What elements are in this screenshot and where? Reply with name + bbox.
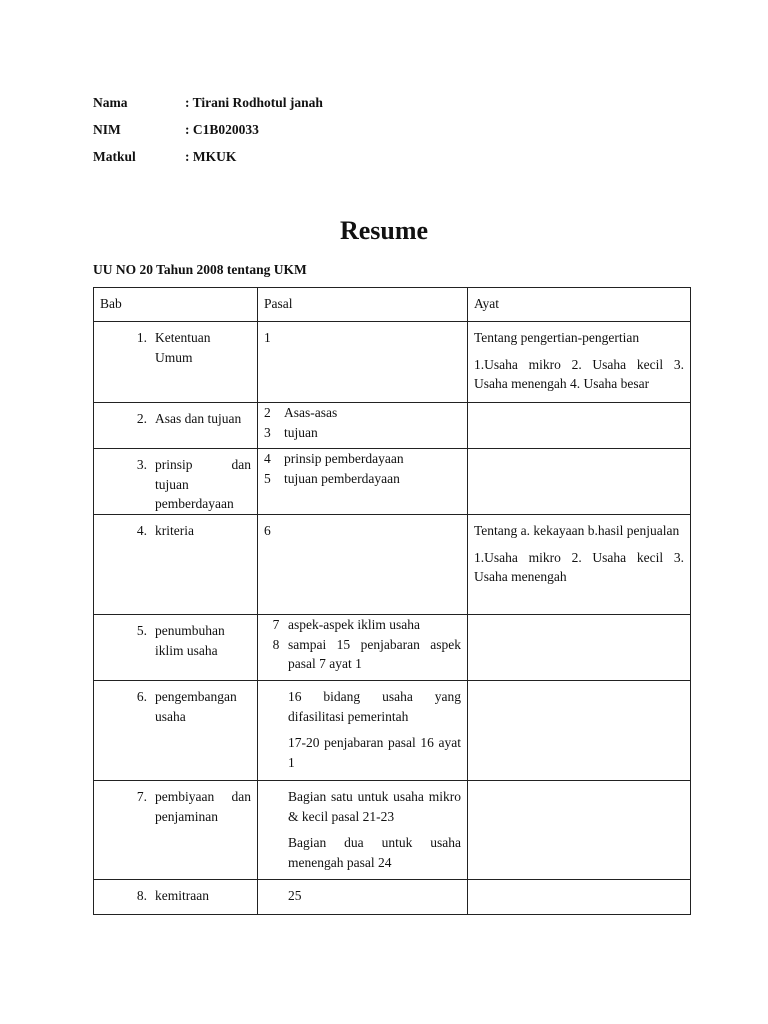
ayat-cell [468, 615, 691, 681]
resume-table [93, 287, 691, 915]
table-row [94, 781, 691, 880]
bab-number: 7. [136, 789, 147, 804]
table-row [94, 322, 691, 403]
pasal-number: 6 [264, 523, 271, 538]
ayat-cell [468, 515, 691, 615]
ayat-cell [468, 322, 691, 403]
pasal-item: 2 Asas-asas [264, 405, 338, 420]
bab-title: Ketentuan Umum [155, 330, 211, 365]
bab-number: 2. [136, 411, 147, 426]
bab-number: 6. [136, 689, 147, 704]
bab-title: Asas dan tujuan [155, 411, 242, 426]
bab-title: kriteria [155, 523, 194, 538]
pasal-cell [258, 515, 468, 615]
bab-cell [94, 515, 258, 615]
ayat-paragraph: 1.Usaha mikro 2. Usaha kecil 3. Usaha menengah 4. Usaha besar [474, 356, 684, 391]
ayat-cell [468, 880, 691, 915]
bab-cell [94, 403, 258, 449]
bab-title: pengembangan usaha [155, 689, 237, 724]
bab-cell [94, 880, 258, 915]
bab-number: 1. [136, 330, 147, 345]
pasal-paragraph: Bagian satu untuk usaha mikro & kecil pasal 21-23 [288, 789, 461, 824]
pasal-cell [258, 449, 468, 515]
ayat-cell [468, 681, 691, 781]
bab-cell [94, 681, 258, 781]
page-title: Resume [339, 216, 429, 245]
ayat-cell [468, 449, 691, 515]
document-subtitle: UU NO 20 Tahun 2008 tentang UKM [93, 262, 307, 277]
nim-value: : C1B020033 [185, 122, 259, 137]
bab-title: prinsip dan tujuan pemberdayaan [155, 457, 251, 511]
table-header-row [94, 288, 691, 322]
pasal-paragraph: 17-20 penjabaran pasal 16 ayat 1 [288, 735, 461, 770]
header-pasal: Pasal [258, 288, 468, 322]
ayat-paragraph: 1.Usaha mikro 2. Usaha kecil 3. Usaha menengah [474, 549, 684, 584]
header-bab: Bab [94, 288, 258, 322]
pasal-item: 4 prinsip pemberdayaan [264, 451, 404, 466]
bab-title: penumbuhan iklim usaha [155, 623, 225, 658]
header-ayat: Ayat [468, 288, 691, 322]
pasal-cell [258, 322, 468, 403]
nama-label: Nama [93, 95, 128, 110]
pasal-item: 3 tujuan [264, 424, 318, 440]
bab-cell [94, 449, 258, 515]
pasal-cell [258, 880, 468, 915]
pasal-number: 1 [264, 330, 271, 345]
pasal-item: 8 sampai 15 penjabaran aspek pasal 7 ayat 1 [272, 636, 461, 671]
bab-title: pembiyaan dan penjaminan [155, 789, 251, 824]
matkul-value: : MKUK [185, 149, 237, 164]
table-row [94, 403, 691, 449]
table-row [94, 515, 691, 615]
ayat-paragraph: Tentang a. kekayaan b.hasil penjualan [474, 523, 680, 538]
table-row [94, 449, 691, 515]
bab-cell [94, 615, 258, 681]
table-row [94, 681, 691, 781]
bab-number: 8. [136, 888, 147, 903]
bab-number: 4. [136, 523, 147, 538]
pasal-item: 7 aspek-aspek iklim usaha [272, 617, 420, 632]
pasal-cell [258, 615, 468, 681]
bab-cell [94, 322, 258, 403]
pasal-cell [258, 781, 468, 880]
ayat-paragraph: Tentang pengertian-pengertian [474, 330, 640, 345]
pasal-paragraph: 25 [288, 888, 302, 903]
pasal-cell [258, 681, 468, 781]
ayat-cell [468, 403, 691, 449]
bab-number: 3. [136, 457, 147, 472]
table-row [94, 615, 691, 681]
nama-value: : Tirani Rodhotul janah [185, 95, 323, 110]
pasal-paragraph: Bagian dua untuk usaha menengah pasal 24 [288, 835, 461, 870]
pasal-item: 5 tujuan pemberdayaan [264, 470, 400, 486]
ayat-cell [468, 781, 691, 880]
bab-title: kemitraan [155, 888, 209, 903]
matkul-label: Matkul [93, 149, 136, 164]
table-row [94, 880, 691, 915]
bab-number: 5. [136, 623, 147, 638]
pasal-cell [258, 403, 468, 449]
bab-cell [94, 781, 258, 880]
nim-label: NIM [93, 122, 121, 137]
pasal-paragraph: 16 bidang usaha yang difasilitasi pemerintah [288, 689, 461, 724]
